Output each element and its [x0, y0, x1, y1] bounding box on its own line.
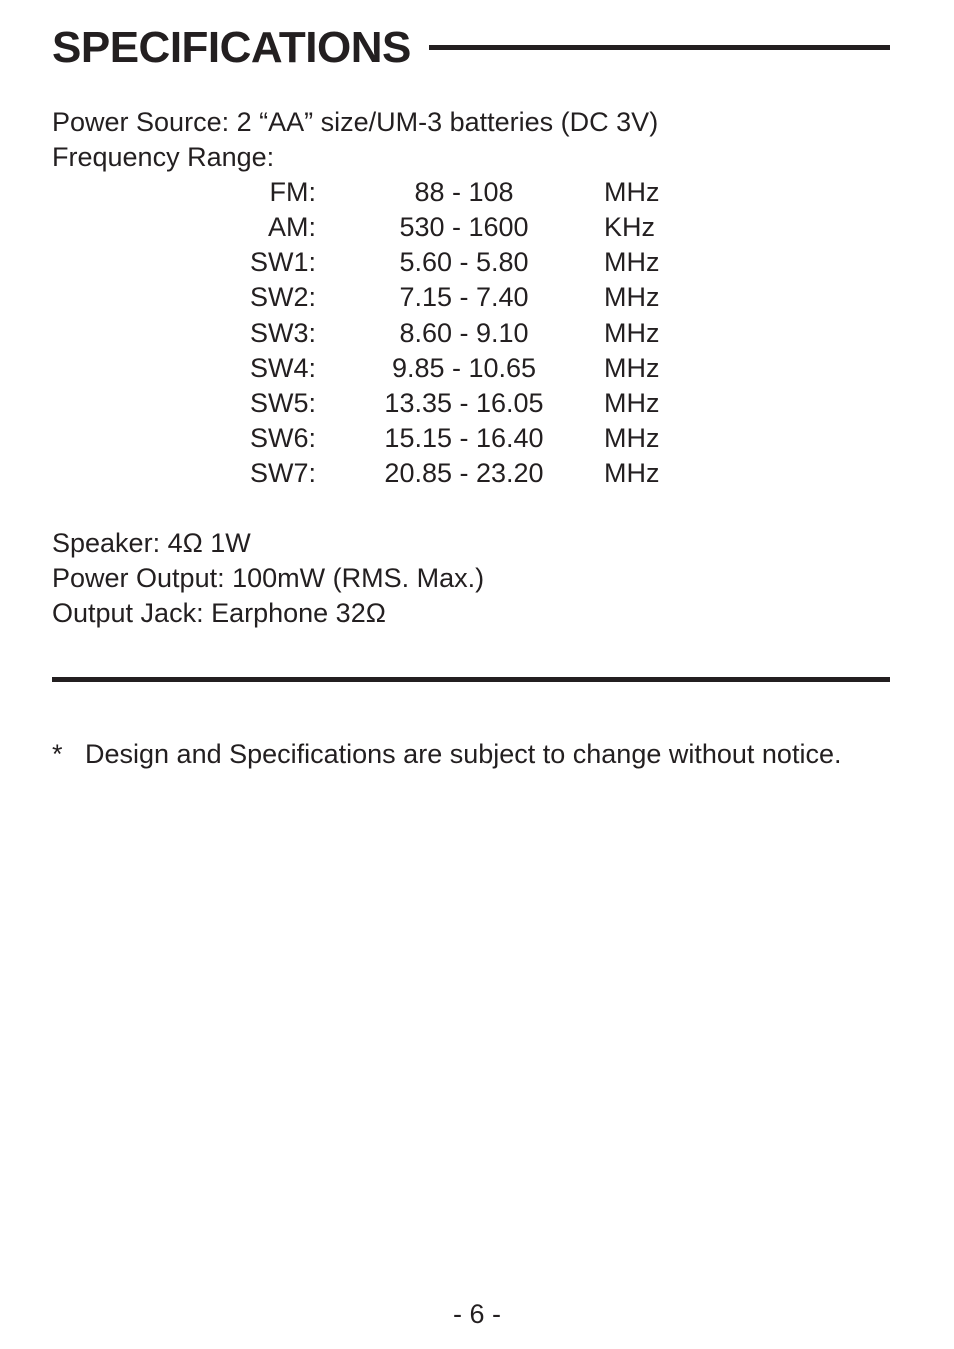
band-label: SW2: — [250, 282, 317, 312]
band-range: 88 - 108 — [414, 177, 514, 207]
page-title: SPECIFICATIONS — [52, 23, 411, 72]
freq-row-sw4 — [0, 351, 954, 386]
section-divider — [52, 677, 890, 682]
frequency-range-label: Frequency Range: — [52, 142, 275, 172]
band-unit: MHz — [604, 282, 660, 312]
title-rule — [429, 45, 890, 50]
band-range: 530 - 1600 — [399, 212, 529, 242]
band-unit: MHz — [604, 247, 660, 277]
band-unit: KHz — [604, 212, 656, 242]
band-unit: MHz — [604, 458, 660, 488]
freq-row-sw5 — [0, 386, 954, 421]
output-jack-spec: Output Jack: Earphone 32Ω — [52, 598, 386, 628]
speaker-spec: Speaker: 4Ω 1W — [52, 528, 251, 558]
band-label: SW7: — [250, 458, 317, 488]
band-range: 5.60 - 5.80 — [399, 247, 529, 277]
band-label: FM: — [269, 177, 316, 207]
power-source: Power Source: 2 “AA” size/UM-3 batteries (DC 3V) — [52, 107, 659, 137]
band-unit: MHz — [604, 177, 660, 207]
freq-row-sw6 — [0, 421, 954, 456]
band-unit: MHz — [604, 318, 660, 348]
band-unit: MHz — [604, 423, 660, 453]
band-range: 7.15 - 7.40 — [399, 282, 529, 312]
band-range: 20.85 - 23.20 — [384, 458, 544, 488]
freq-row-sw3 — [0, 316, 954, 351]
footnote-marker: * — [52, 739, 63, 769]
freq-row-fm — [0, 175, 954, 210]
band-label: AM: — [267, 212, 316, 242]
freq-row-sw7 — [0, 456, 954, 491]
freq-row-am — [0, 210, 954, 245]
band-label: SW1: — [250, 247, 317, 277]
power-output-spec: Power Output: 100mW (RMS. Max.) — [52, 563, 485, 593]
freq-row-sw1 — [0, 245, 954, 280]
freq-row-sw2 — [0, 280, 954, 315]
band-label: SW6: — [250, 423, 317, 453]
band-label: SW5: — [250, 388, 317, 418]
band-unit: MHz — [604, 388, 660, 418]
footnote-text: Design and Specifications are subject to change without notice. — [85, 739, 842, 769]
band-label: SW4: — [250, 353, 317, 383]
band-range: 15.15 - 16.40 — [384, 423, 544, 453]
page-number: - 6 - — [452, 1299, 501, 1329]
band-range: 9.85 - 10.65 — [391, 353, 537, 383]
page-header — [52, 22, 890, 74]
band-range: 13.35 - 16.05 — [384, 388, 544, 418]
band-range: 8.60 - 9.10 — [399, 318, 529, 348]
band-label: SW3: — [250, 318, 317, 348]
band-unit: MHz — [604, 353, 660, 383]
